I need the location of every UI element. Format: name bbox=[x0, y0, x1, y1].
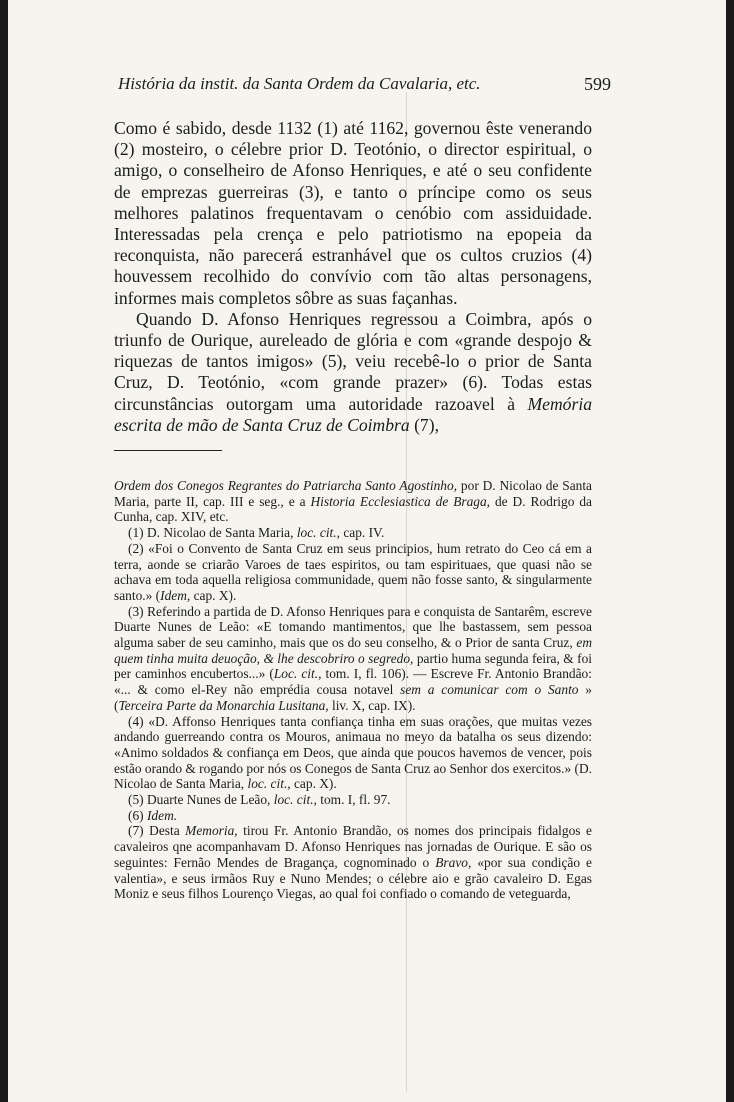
paragraph-2-ref: (7), bbox=[409, 414, 439, 435]
paragraph-1: Como é sabido, desde 1132 (1) até 1162, governou êste venerando (2) mosteiro, o célebre prior D. Teotónio, o director espiritual, o amigo, o conselheiro de Afonso Henriques, e até o seu confidente de emprezas guerreiras (3), e tanto o príncipe como os seus melhores palatinos frequentavam o cenóbio com assiduidade. Interessadas pela crença e pelo patriotismo na epopeia da reconquista, não parecerá estranhável que os cultos cruzios (4) houvessem recolhido do convívio com tão altas personagens, informes mais completos sôbre as suas façanhas. bbox=[114, 118, 592, 308]
note-text: por D. Nicolao de Santa Maria, parte II, cap. III e seg., e a bbox=[114, 478, 593, 509]
note-text: tirou Fr. Antonio Brandão, os nomes dos principais fidalgos e cavaleiros qne acompanhavam D. Afonso Henriques nas jornadas de Ourique. E são os seguintes: Fernão Mendes de Bragança, cognominado o bbox=[114, 823, 592, 870]
note-text: (7) Desta bbox=[128, 823, 186, 839]
note-text: (5) Duarte Nunes de Leão, bbox=[128, 792, 274, 808]
book-page bbox=[8, 0, 726, 1102]
note-text: (2) «Foi o Convento de Santa Cruz em seus principios, hum retrato do Ceo cá em a terra, aonde se criarão Varoes de taes espiritos, ou tam espirituaes, que quasi não se achava em toda aquella religiosa communidade, quem não fosse santo, & singularmente santo.» ( bbox=[114, 540, 592, 603]
note-text: de D. Rodrigo da Cunha, cap. XIV, etc. bbox=[114, 493, 592, 525]
cited-work-title: Terceira Parte da Monarchia Lusitana, bbox=[118, 697, 329, 713]
footnote-4 bbox=[114, 714, 592, 793]
footnote-6 bbox=[114, 808, 592, 824]
note-text: (3) Referindo a partida de D. Afonso Henriques para e conquista de Santarêm, escreve Duarte Nunes de Leão: «E tomando mantimentos, que lhe bastassem, sem pessoa alguma saber de seu caminho, mais que os do seu conselho, & o Prior de santa Cruz, bbox=[114, 603, 592, 651]
note-text: tom. I, fl. 106). — Escreve Fr. Antonio Brandão: «... & como el-Rey não emprédia cousa notavel bbox=[114, 666, 592, 698]
note-text: (4) «D. Affonso Henriques tanta confiança tinha em suas orações, que muitas vezes andando guerreando contra os Mouros, animaua no meyo da batalha os seus dizendo: «Animo soldados & confiança em Deos, que ainda que poucos havemos de vencer, pois estão orando & rogando por nós os Conegos de Santa Cruz ao Senhor dos exercitos.» (D. Nicolao de Santa Maria, bbox=[114, 713, 592, 792]
note-italic: loc. cit., bbox=[296, 525, 340, 541]
footnote-rule bbox=[114, 450, 222, 451]
main-text bbox=[114, 118, 592, 436]
cited-work-title: Historia Ecclesiastica de Braga, bbox=[310, 493, 491, 509]
note-text: cap. IV. bbox=[339, 525, 385, 541]
note-italic: em quem tinha muita deuoção, & lhe descobriro o segredo, bbox=[114, 635, 592, 666]
running-title: História da instit. da Santa Ordem da Cavalaria, etc. bbox=[118, 74, 481, 93]
note-italic: Idem. bbox=[146, 807, 178, 823]
note-text: «por sua condição e valentia», e seus irmãos Ruy e Nuno Mendes; o célebre aio e grão cavaleiro D. Egas Moniz e seus filhos Lourenço Viegas, ao qual foi confiado o comando de veteguarda, bbox=[114, 854, 592, 902]
footnote-7 bbox=[114, 823, 592, 902]
note-italic: sem a comunicar com o Santo bbox=[400, 682, 579, 698]
footnote-2 bbox=[114, 541, 592, 604]
note-text: tom. I, fl. 97. bbox=[316, 792, 391, 808]
note-italic: loc. cit., bbox=[247, 776, 291, 792]
paragraph-2-text: Quando D. Afonso Henriques regressou a Coimbra, após o triunfo de Ourique, aureleado de glória e com «grande despojo & riquezas de tantos imigos» (5), veiu recebê-lo o prior de Santa Cruz, D. Teotónio, «com grande prazer» (6). Todas estas circunstâncias outorgam uma autoridade razoavel à bbox=[114, 308, 592, 414]
footnote-continuation bbox=[114, 478, 592, 525]
footnote-5 bbox=[114, 792, 592, 808]
footnote-3 bbox=[114, 604, 592, 714]
note-text: (1) D. Nicolao de Santa Maria, bbox=[128, 525, 297, 541]
paragraph-2 bbox=[114, 309, 592, 436]
note-italic: loc. cit., bbox=[273, 792, 317, 808]
note-italic: Bravo, bbox=[435, 854, 472, 870]
page-number: 599 bbox=[584, 74, 611, 94]
note-text: partio huma segunda feira, & foi per caminhos encubertos...» ( bbox=[114, 650, 592, 682]
note-text: cap. X). bbox=[290, 776, 337, 792]
note-text: » ( bbox=[114, 682, 593, 713]
footnote-1 bbox=[114, 525, 592, 541]
note-text: liv. X, cap. IX). bbox=[328, 697, 416, 713]
note-text: (6) bbox=[128, 807, 147, 823]
cited-work-title: Ordem dos Conegos Regrantes do Patriarcha Santo Agostinho, bbox=[114, 478, 458, 493]
footnotes bbox=[114, 478, 592, 902]
note-italic: Memoria, bbox=[185, 823, 238, 839]
note-italic: Loc. cit., bbox=[273, 666, 322, 682]
note-italic: Idem, bbox=[160, 587, 191, 603]
note-text: cap. X). bbox=[190, 587, 237, 603]
memoria-title: Memória escrita de mão de Santa Cruz de Coimbra bbox=[114, 393, 592, 435]
